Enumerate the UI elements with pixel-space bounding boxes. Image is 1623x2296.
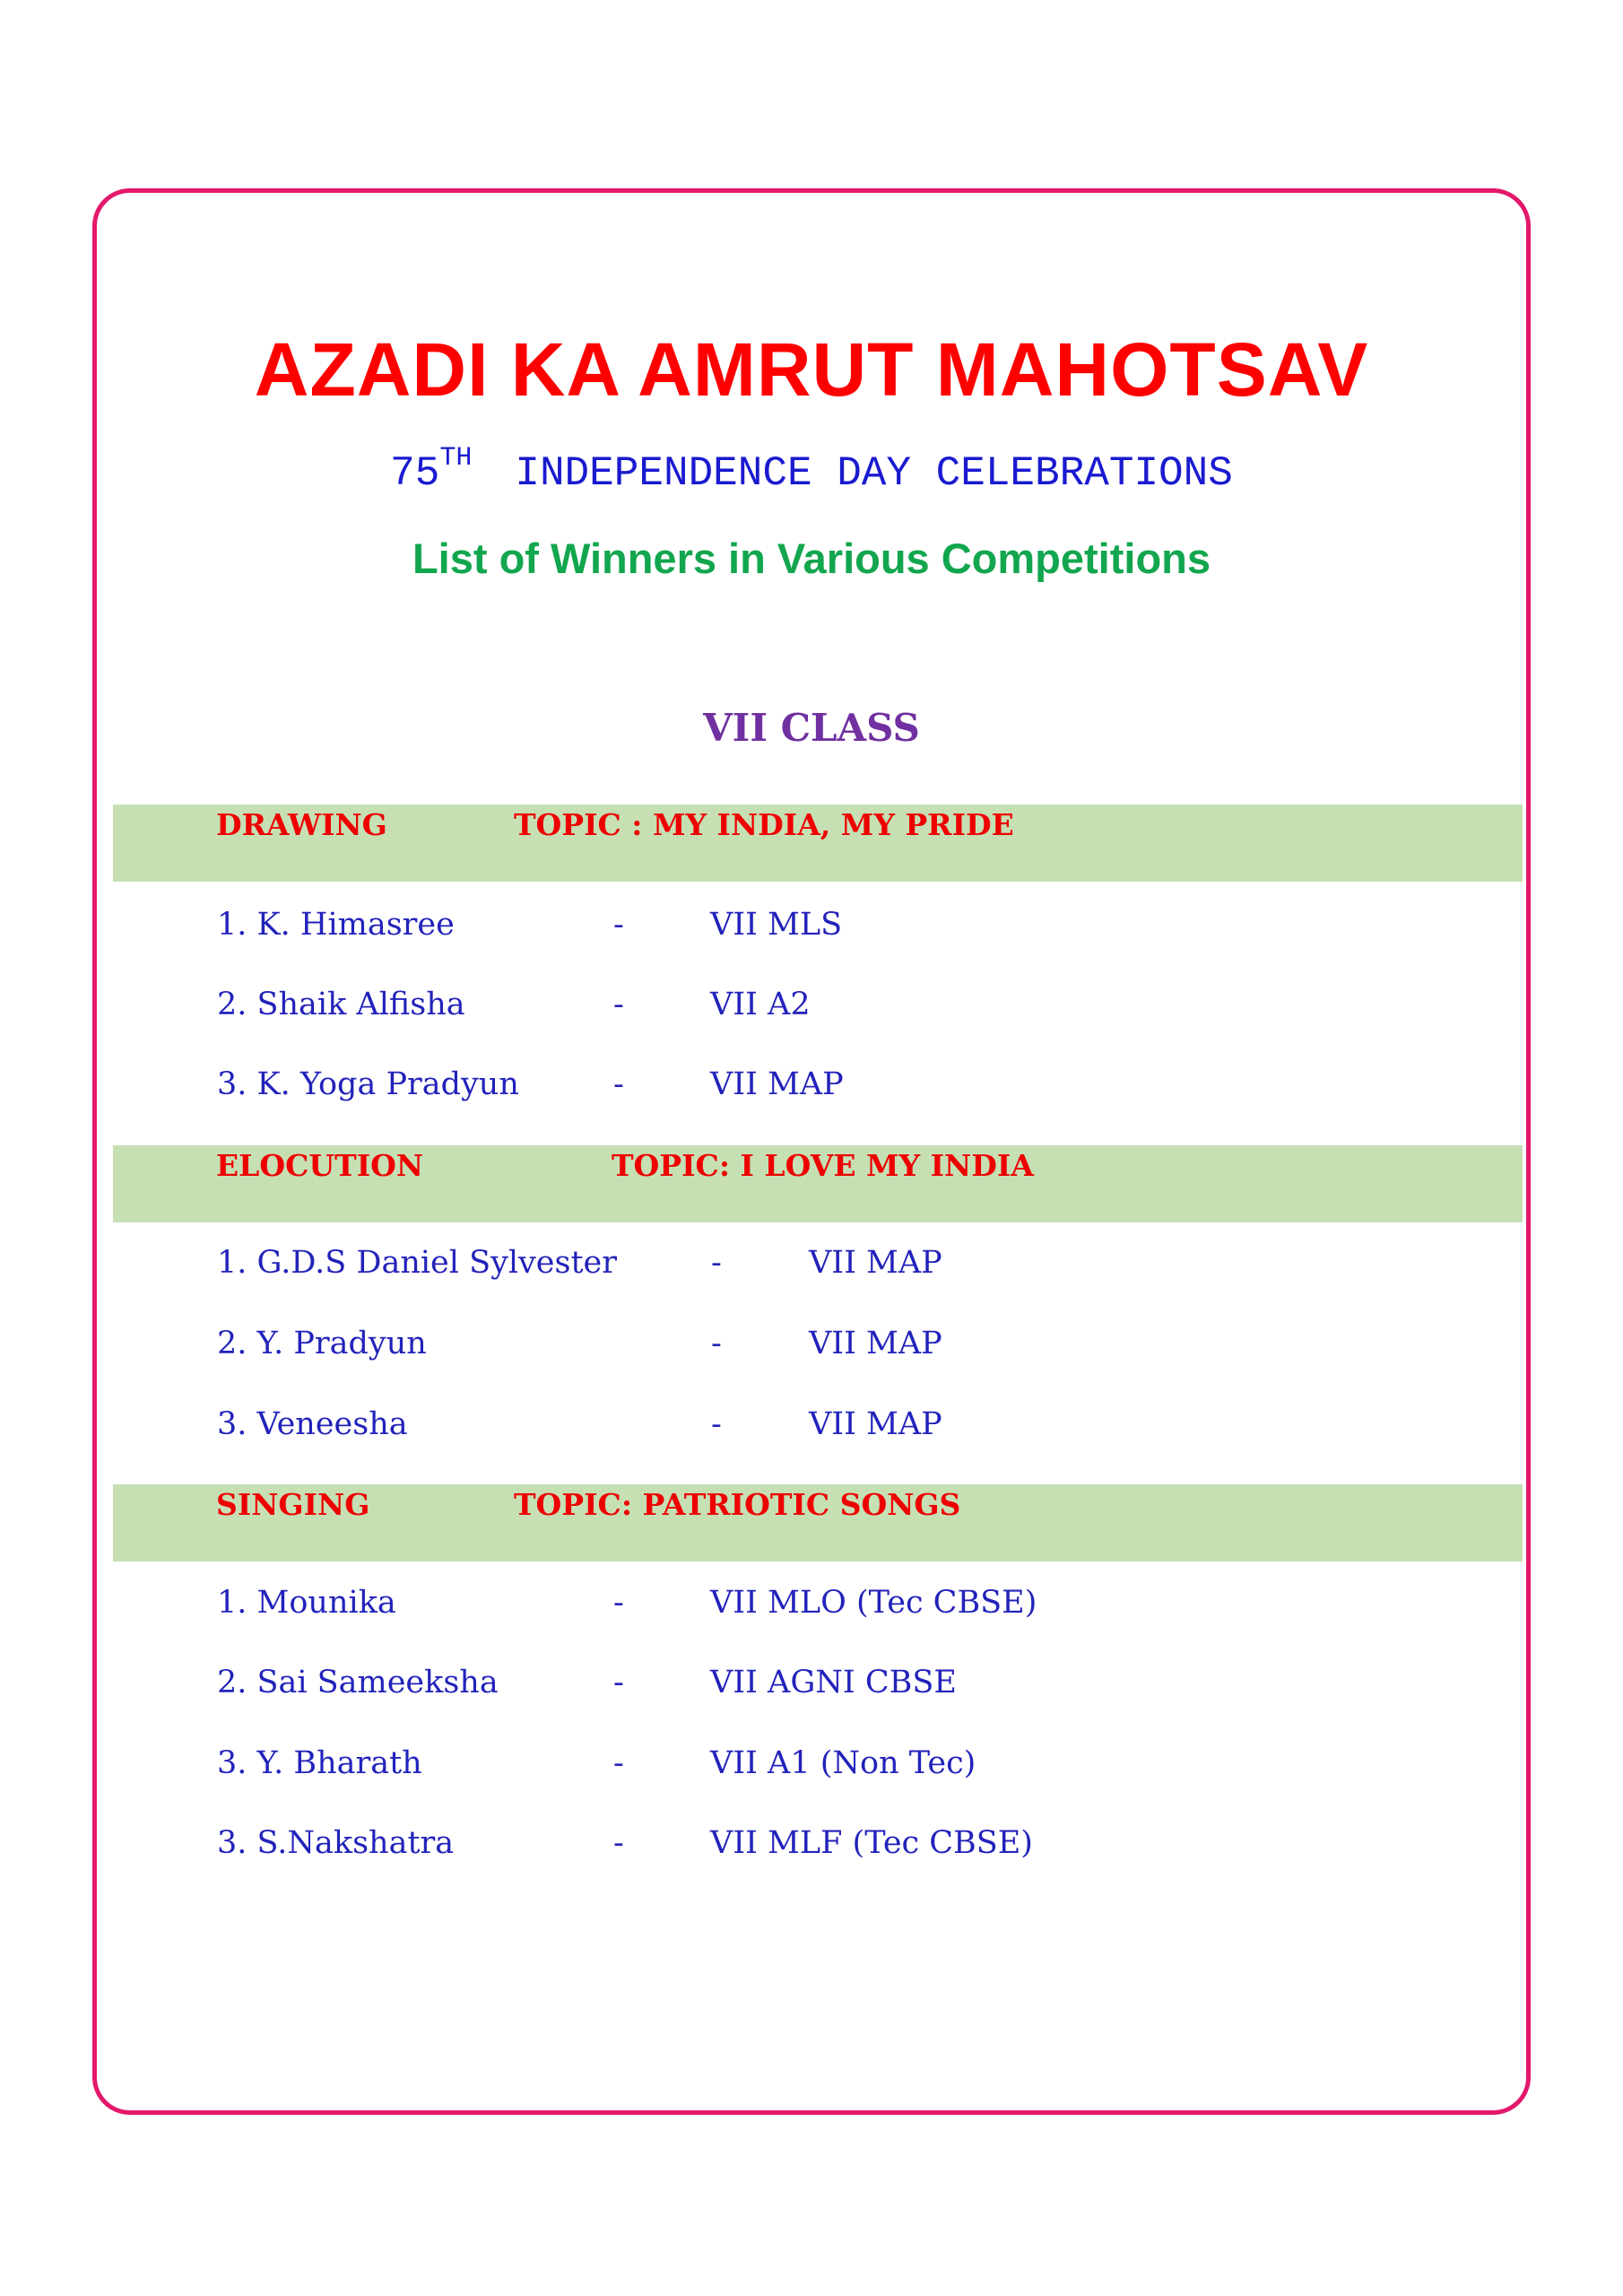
- winner-name: 3. Veneesha: [217, 1406, 408, 1442]
- separator-dash: -: [613, 987, 624, 1022]
- winner-name: 1. K. Himasree: [217, 907, 455, 943]
- separator-dash: -: [613, 907, 624, 943]
- winner-name: 2. Y. Pradyun: [217, 1326, 427, 1361]
- winner-class: VII A2: [710, 987, 811, 1022]
- separator-dash: -: [613, 1585, 624, 1621]
- section-category: ELOCUTION: [216, 1148, 424, 1183]
- subtitle-superscript: TH: [439, 443, 473, 474]
- winner-name: 2. Sai Sameeksha: [217, 1665, 499, 1700]
- winners-heading: List of Winners in Various Competitions: [412, 535, 1211, 582]
- separator-dash: -: [711, 1406, 722, 1442]
- section-header-drawing: [113, 804, 1523, 882]
- separator-dash: -: [613, 1066, 624, 1102]
- winner-class: VII MLS: [710, 907, 843, 943]
- winner-class: VII MAP: [710, 1066, 844, 1102]
- subtitle-number: 75: [390, 450, 440, 497]
- separator-dash: -: [711, 1326, 722, 1361]
- class-heading: VII CLASS: [703, 706, 920, 750]
- page-subtitle: [0, 438, 1623, 509]
- winner-class: VII AGNI CBSE: [710, 1665, 957, 1700]
- section-category: DRAWING: [216, 807, 387, 842]
- winner-class: VII MAP: [809, 1245, 942, 1281]
- separator-dash: -: [613, 1745, 624, 1781]
- winner-class: VII MAP: [809, 1326, 942, 1361]
- winner-name: 2. Shaik Alfisha: [217, 987, 465, 1022]
- winner-name: 3. K. Yoga Pradyun: [217, 1066, 519, 1102]
- winner-name: 3. Y. Bharath: [217, 1745, 422, 1781]
- winner-class: VII MLO (Tec CBSE): [710, 1585, 1037, 1621]
- winner-name: 3. S.Nakshatra: [217, 1825, 455, 1861]
- section-topic: TOPIC: I LOVE MY INDIA: [612, 1148, 1034, 1183]
- separator-dash: -: [613, 1665, 624, 1700]
- winner-class: VII A1 (Non Tec): [710, 1745, 976, 1781]
- winner-name: 1. Mounika: [217, 1585, 396, 1621]
- section-topic: TOPIC: PATRIOTIC SONGS: [514, 1487, 961, 1522]
- section-topic: TOPIC : MY INDIA, MY PRIDE: [514, 807, 1014, 842]
- winner-class: VII MAP: [809, 1406, 942, 1442]
- separator-dash: -: [711, 1245, 722, 1281]
- section-header-elocution: [113, 1145, 1523, 1222]
- winner-class: VII MLF (Tec CBSE): [710, 1825, 1033, 1861]
- section-category: SINGING: [216, 1487, 370, 1522]
- section-header-singing: [113, 1484, 1523, 1561]
- page-title: AZADI KA AMRUT MAHOTSAV: [254, 327, 1369, 412]
- separator-dash: -: [613, 1825, 624, 1861]
- subtitle-text: INDEPENDENCE DAY CELEBRATIONS: [515, 450, 1233, 497]
- winner-name: 1. G.D.S Daniel Sylvester: [217, 1245, 617, 1281]
